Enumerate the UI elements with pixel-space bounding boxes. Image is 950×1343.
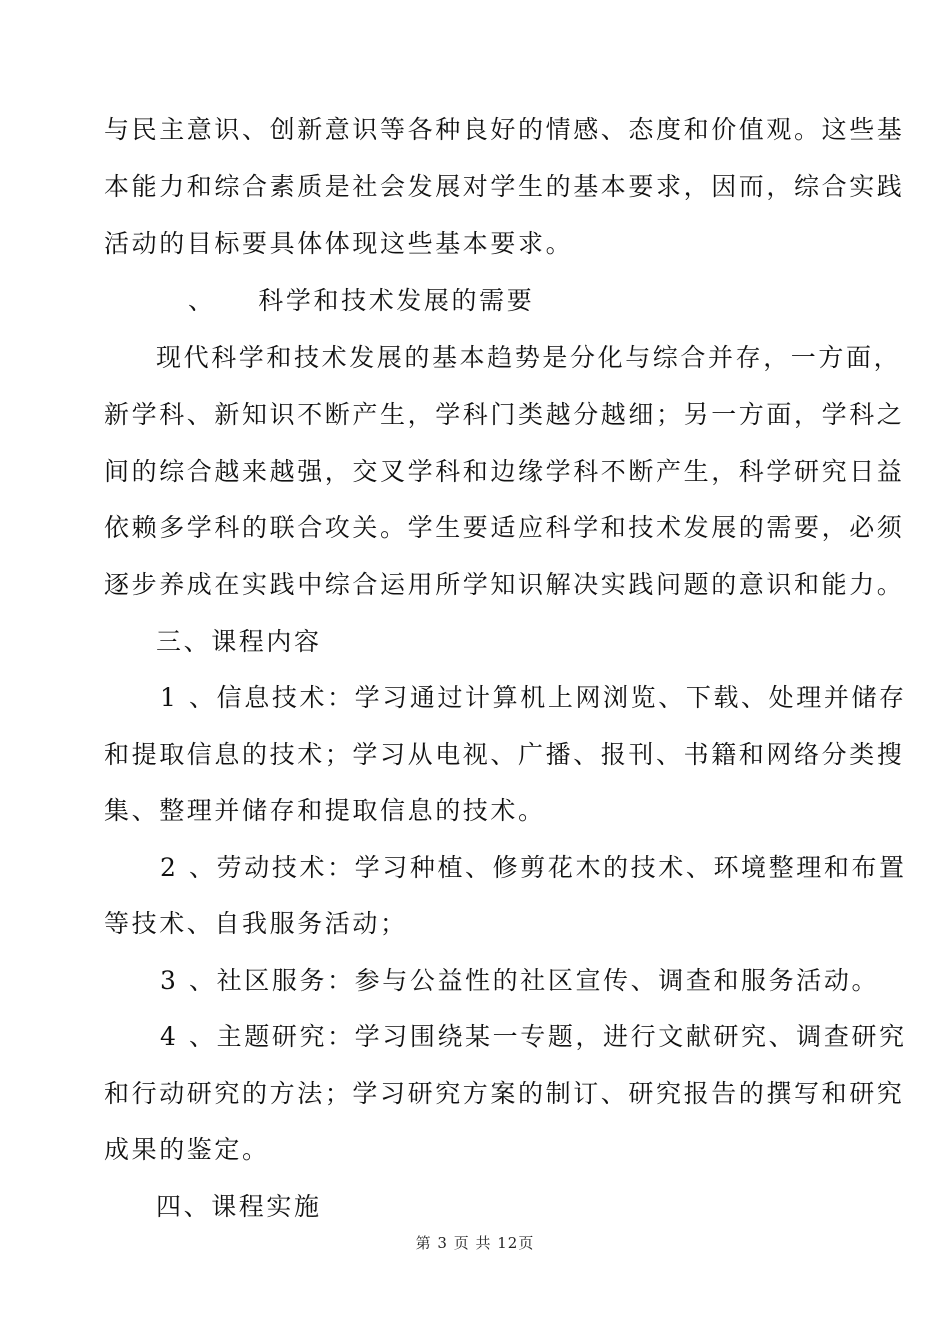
body-text-line: 本能力和综合素质是社会发展对学生的基本要求，因而，综合实践 bbox=[104, 172, 905, 201]
list-item: 1 、信息技术：学习通过计算机上网浏览、下载、处理并储存 bbox=[160, 683, 907, 712]
section-heading: 三、课程内容 bbox=[156, 627, 322, 656]
list-item: 3 、社区服务：参与公益性的社区宣传、调查和服务活动。 bbox=[160, 966, 880, 995]
body-text-line: 成果的鉴定。 bbox=[104, 1135, 270, 1164]
body-text-line: 新学科、新知识不断产生，学科门类越分越细；另一方面，学科之 bbox=[104, 400, 905, 429]
page-footer: 第 3 页 共 12页 bbox=[415, 1234, 535, 1252]
body-text-line: 和提取信息的技术；学习从电视、广播、报刊、书籍和网络分类搜 bbox=[104, 740, 905, 769]
body-text-line: 活动的目标要具体体现这些基本要求。 bbox=[104, 229, 574, 258]
section-heading: 、 科学和技术发展的需要 bbox=[188, 286, 535, 315]
body-text-line: 依赖多学科的联合攻关。学生要适应科学和技术发展的需要，必须 bbox=[104, 513, 905, 542]
list-item: 4 、主题研究：学习围绕某一专题，进行文献研究、调查研究 bbox=[160, 1022, 907, 1051]
list-item: 2 、劳动技术：学习种植、修剪花木的技术、环境整理和布置 bbox=[160, 853, 907, 882]
body-text-line: 等技术、自我服务活动； bbox=[104, 909, 408, 938]
section-heading: 四、课程实施 bbox=[156, 1192, 322, 1221]
body-text-line: 间的综合越来越强，交叉学科和边缘学科不断产生，科学研究日益 bbox=[104, 457, 905, 486]
body-text-line: 逐步养成在实践中综合运用所学知识解决实践问题的意识和能力。 bbox=[104, 570, 905, 599]
body-text-line: 集、整理并储存和提取信息的技术。 bbox=[104, 796, 546, 825]
body-text-line: 现代科学和技术发展的基本趋势是分化与综合并存，一方面， bbox=[156, 343, 902, 372]
body-text-line: 和行动研究的方法；学习研究方案的制订、研究报告的撰写和研究 bbox=[104, 1079, 905, 1108]
body-text-line: 与民主意识、创新意识等各种良好的情感、态度和价值观。这些基 bbox=[104, 115, 905, 144]
